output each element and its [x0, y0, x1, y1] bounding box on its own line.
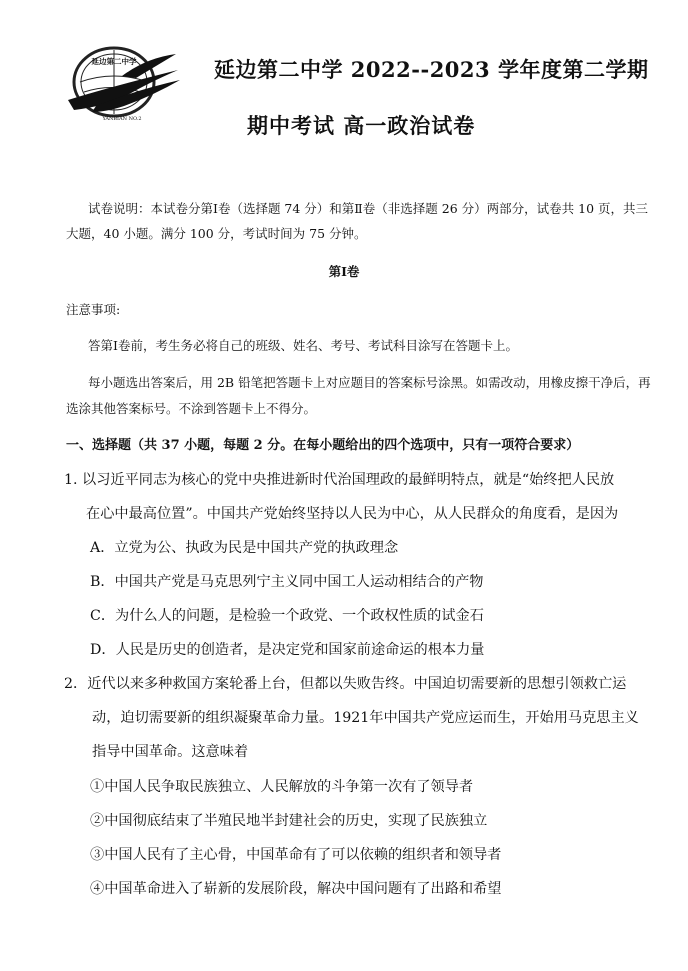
question-1-option-b: B．中国共产党是马克思列宁主义同中国工人运动相结合的产物	[90, 574, 484, 590]
question-2-stem-line2: 动，迫切需要新的组织凝聚革命力量。1921年中国共产党应运而生，开始用马克思主义	[92, 710, 639, 726]
notes-heading: 注意事项:	[66, 302, 121, 317]
question-1-stem-line2: 在心中最高位置”。中国共产党始终坚持以人民为中心，从人民群众的角度看，是因为	[86, 506, 619, 522]
question-1-option-a: A．立党为公、执政为民是中国共产党的执政理念	[90, 540, 399, 556]
question-2-option-4: ④中国革命进入了崭新的发展阶段，解决中国问题有了出路和希望	[90, 881, 502, 897]
note-2-line2: 选涂其他答案标号。不涂到答题卡上不得分。	[66, 401, 317, 416]
question-2-stem-line3: 指导中国革命。这意味着	[92, 744, 249, 760]
exam-title-line2: 期中考试 高一政治试卷	[247, 113, 476, 138]
question-2-option-2: ②中国彻底结束了半殖民地半封建社会的历史，实现了民族独立	[90, 813, 488, 829]
question-1-option-c: C．为什么人的问题，是检验一个政党、一个政权性质的试金石	[90, 608, 484, 624]
question-2-option-3: ③中国人民有了主心骨，中国革命有了可以依赖的组织者和领导者	[90, 847, 502, 863]
school-logo	[66, 40, 182, 122]
instructions-line2: 大题，40 小题。满分 100 分，考试时间为 75 分钟。	[66, 226, 367, 241]
logo-text-bottom: YANBIAN NO.2	[102, 116, 142, 122]
volume-title: 第Ⅰ卷	[328, 264, 360, 279]
exam-title-line1: 延边第二中学 2022--2023 学年度第二学期	[214, 57, 649, 82]
note-1: 答第Ⅰ卷前，考生务必将自己的班级、姓名、考号、考试科目涂写在答题卡上。	[88, 338, 518, 353]
instructions-line1: 试卷说明：本试卷分第Ⅰ卷（选择题 74 分）和第Ⅱ卷（非选择题 26 分）两部分，试卷共 10 页，共三	[88, 201, 648, 216]
question-1-option-d: D．人民是历史的创造者，是决定党和国家前途命运的根本力量	[90, 642, 485, 658]
question-2-option-1: ①中国人民争取民族独立、人民解放的斗争第一次有了领导者	[90, 779, 474, 795]
section-heading: 一、选择题（共 37 小题，每题 2 分。在每小题给出的四个选项中，只有一项符合要求）	[66, 438, 580, 453]
logo-text-top: 延边第二中学	[91, 57, 137, 66]
note-2-line1: 每小题选出答案后，用 2B 铅笔把答题卡上对应题目的答案标号涂黑。如需改动，用橡皮擦干净后，再	[88, 375, 651, 390]
question-1-stem-line1: 1. 以习近平同志为核心的党中央推进新时代治国理政的最鲜明特点，就是“始终把人民放	[64, 472, 615, 488]
question-2-stem-line1: 2．近代以来多种救国方案轮番上台，但都以失败告终。中国迫切需要新的思想引领救亡运	[64, 676, 627, 692]
